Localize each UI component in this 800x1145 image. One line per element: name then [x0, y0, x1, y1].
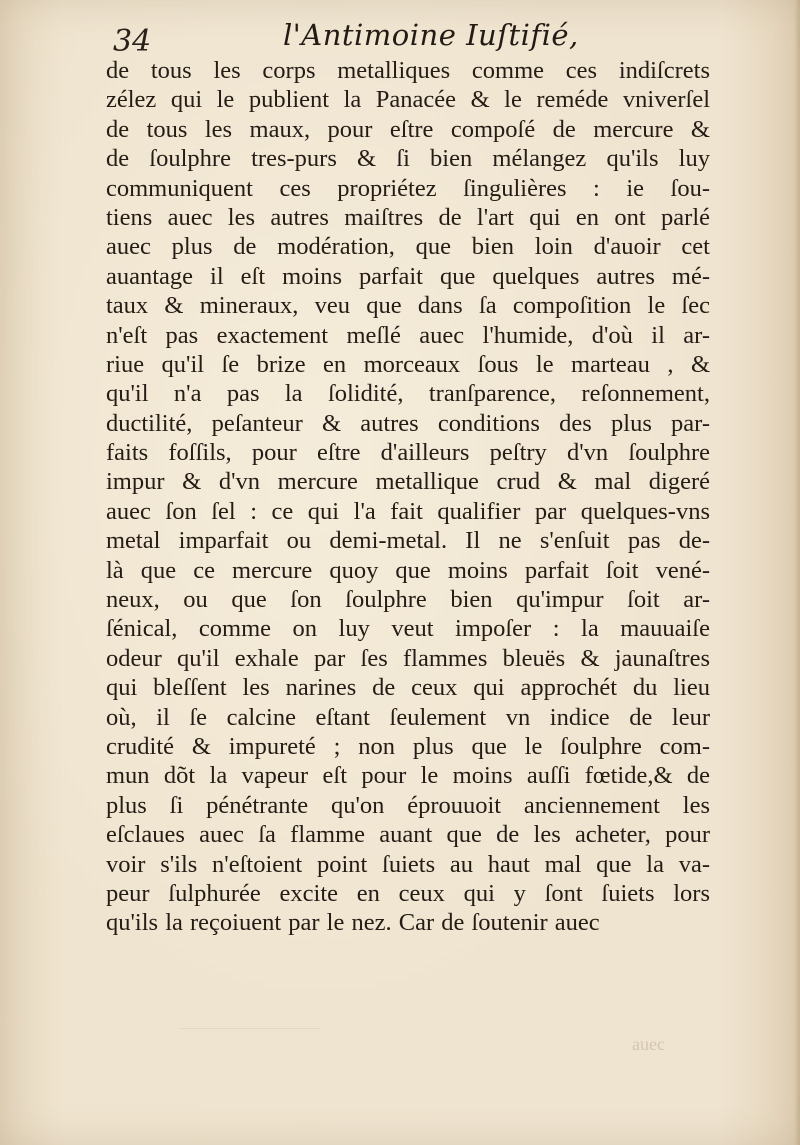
text-line: voir s'ils n'eſtoient point ſuiets au haut mal que la va- [106, 850, 710, 878]
text-line: là que ce mercure quoy que moins parfait ſoit vené- [106, 556, 710, 584]
text-line: eſclaues auec ſa flamme auant que de les acheter, pour [106, 821, 710, 849]
text-line: zélez qui le publient la Panacée & le reméde vniverſel [106, 86, 710, 114]
text-line: ductilité, peſanteur & autres conditions des plus par- [106, 409, 710, 437]
text-line: metal imparfait ou demi-metal. Il ne s'enſuit pas de- [106, 527, 710, 555]
text-line: auec plus de modération, que bien loin d'auoir cet [106, 233, 710, 261]
text-line: qu'il n'a pas la ſolidité, tranſparence, reſonnement, [106, 380, 710, 408]
catchword: auec [632, 1034, 665, 1054]
text-line: de ſoulphre tres-purs & ſi bien mélangez qu'ils luy [106, 145, 710, 173]
text-line: peur ſulphurée excite en ceux qui y ſont ſuiets lors [106, 879, 710, 907]
text-line: faits foſſils, pour eſtre d'ailleurs peſtry d'vn ſoulphre [106, 439, 710, 467]
text-line: tiens auec les autres maiſtres de l'art qui en ont parlé [106, 203, 710, 231]
text-line: odeur qu'il exhale par ſes flammes bleuës & jaunaſtres [106, 644, 710, 672]
text-line: n'eſt pas exactement meſlé auec l'humide, d'où il ar- [106, 321, 710, 349]
text-line: de tous les maux, pour eſtre compoſé de mercure & [106, 115, 710, 143]
running-head: l'Antimoine Iuſtifié, [283, 18, 579, 52]
text-line: plus ſi pénétrante qu'on éprouuoit anciennement les [106, 791, 710, 819]
text-line: mun dõt la vapeur eſt pour le moins auſſi fœtide,& de [106, 762, 710, 790]
text-line: taux & mineraux, veu que dans ſa compoſition le ſec [106, 292, 710, 320]
text-line: ſénical, comme on luy veut impoſer : la mauuaiſe [106, 615, 710, 643]
page-number: 34 [113, 24, 152, 59]
text-line: qui bleſſent les narines de ceux qui approchét du lieu [106, 674, 710, 702]
text-line: auantage il eſt moins parfait que quelques autres mé- [106, 262, 710, 290]
text-line: communiquent ces propriétez ſingulières : ie ſou- [106, 174, 710, 202]
text-line: qu'ils la reçoiuent par le nez. Car de ſoutenir auec [106, 909, 600, 937]
text-line: où, il ſe calcine eſtant ſeulement vn indice de leur [106, 703, 710, 731]
text-line: neux, ou que ſon ſoulphre bien qu'impur ſoit ar- [106, 586, 710, 614]
text-line: impur & d'vn mercure metallique crud & mal digeré [106, 468, 710, 496]
text-line: de tous les corps metalliques comme ces indiſcrets [106, 57, 710, 84]
body-text [106, 56, 710, 938]
text-line: riue qu'il ſe brize en morceaux ſous le marteau , & [106, 350, 710, 378]
show-through-mark [180, 1028, 320, 1059]
text-line: auec ſon ſel : ce qui l'a fait qualifier par quelques-vns [106, 497, 710, 525]
text-line: crudité & impureté ; non plus que le ſoulphre com- [106, 732, 710, 760]
